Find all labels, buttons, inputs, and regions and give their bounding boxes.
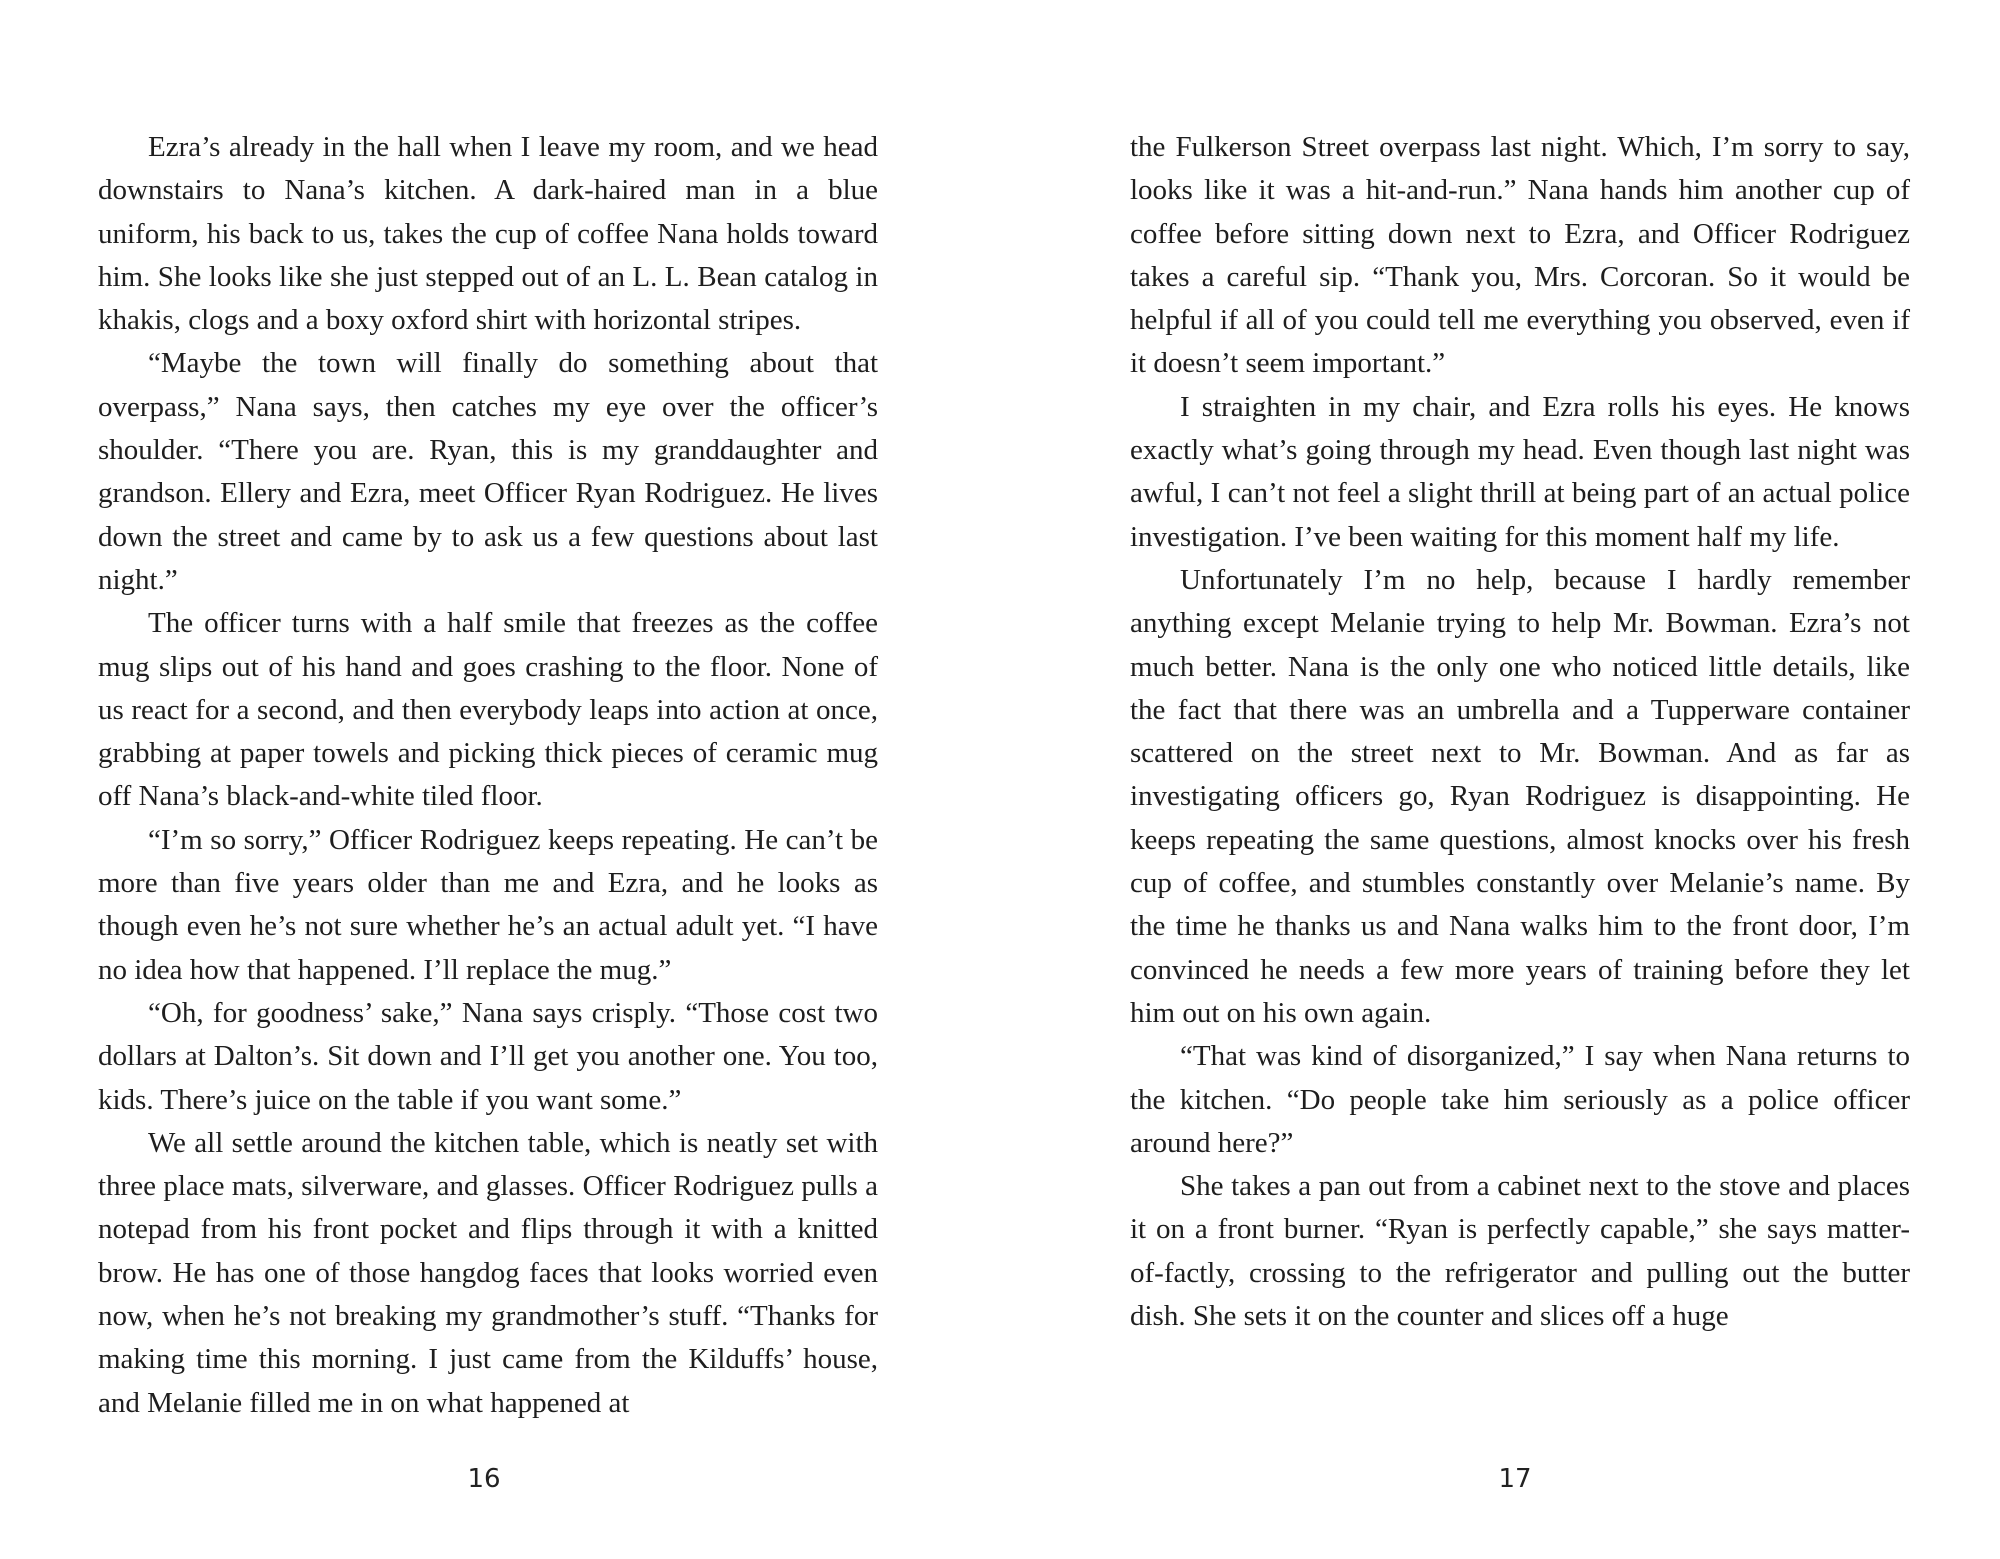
paragraph: “That was kind of disorganized,” I say when Nana returns to the kitchen. “Do people take him seriously as a police officer around here?” [1130,1040,1910,1159]
paragraph: “Oh, for goodness’ sake,” Nana says crisply. “Those cost two dollars at Dalton’s. Sit down and I’ll get you another one. You too, kids. There’s juice on the table if you want some.” [98,996,878,1116]
paragraph: The officer turns with a half smile that freezes as the coffee mug slips out of his hand and goes crashing to the floor. None of us react for a second, and then everybody leaps into action at once, grabbing at paper towels and picking thick pieces of ceramic mug off Nana’s black-and-white tiled floor. [98,607,878,813]
paragraph: We all settle around the kitchen table, which is neatly set with three place mats, silverware, and glasses. Officer Rodriguez pulls a notepad from his front pocket and flips through it with a knitted brow. He has one of those hangdog faces that looks worried even now, when he’s not breaking my grandmother’s stuff. “Thanks for making time this morning. I just came from the Kilduffs’ house, and Melanie filled me in on what happened at [98,1126,878,1419]
paragraph: I straighten in my chair, and Ezra rolls his eyes. He knows exactly what’s going through my head. Even though last night was awful, I can’t not feel a slight thrill at being part of an actual police investigation. I’ve been waiting for this moment half my life. [1130,390,1910,553]
paragraph: “Maybe the town will finally do something about that overpass,” Nana says, then catches my eye over the officer’s shoulder. “There you are. Ryan, this is my granddaughter and grandson. Ellery and Ezra, meet Officer Ryan Rodriguez. He lives down the street and came by to ask us a few questions about last night.” [98,347,878,596]
paragraph: the Fulkerson Street overpass last night. Which, I’m sorry to say, looks like it was a hit-and-run.” Nana hands him another cup of coffee before sitting down next to Ezra, and Officer Rodriguez takes a careful sip. “Thank you, Mrs. Corcoran. So it would be helpful if all of you could tell me everything you observed, even if it doesn’t seem important.” [1130,131,1910,380]
paragraph: She takes a pan out from a cabinet next to the stove and places it on a front burner. “Ryan is perfectly capable,” she says matter-of-factly, crossing to the refrigerator and pulling out the butter dish. She sets it on the counter and slices off a huge [1130,1170,1910,1333]
paragraph: “I’m so sorry,” Officer Rodriguez keeps repeating. He can’t be more than five years older than me and Ezra, and he looks as though even he’s not sure whether he’s an actual adult yet. “I have no idea how that happened. I’ll replace the mug.” [98,823,878,986]
right-page [1000,0,2000,1559]
left-page-text [98,126,878,1425]
paragraph: Ezra’s already in the hall when I leave my room, and we head downstairs to Nana’s kitchen. A dark-haired man in a blue uniform, his back to us, takes the cup of coffee Nana holds toward him. She looks like she just stepped out of an L. L. Bean catalog in khakis, clogs and a boxy oxford shirt with horizontal stripes. [98,131,878,337]
paragraph: Unfortunately I’m no help, because I hardly remember anything except Melanie trying to help Mr. Bowman. Ezra’s not much better. Nana is the only one who noticed little details, like the fact that there was an umbrella and a Tupperware container scattered on the street next to Mr. Bowman. And as far as investigating officers go, Ryan Rodriguez is disappointing. He keeps repeating the same questions, almost knocks over his fresh cup of coffee, and stumbles constantly over Melanie’s name. By the time he thanks us and Nana walks him to the front door, I’m convinced he needs a few more years of training before they let him out on his own again. [1130,563,1910,1029]
right-page-text [1130,126,1910,1338]
page-number: 17 [1498,1464,1532,1494]
page-number: 16 [467,1464,501,1494]
